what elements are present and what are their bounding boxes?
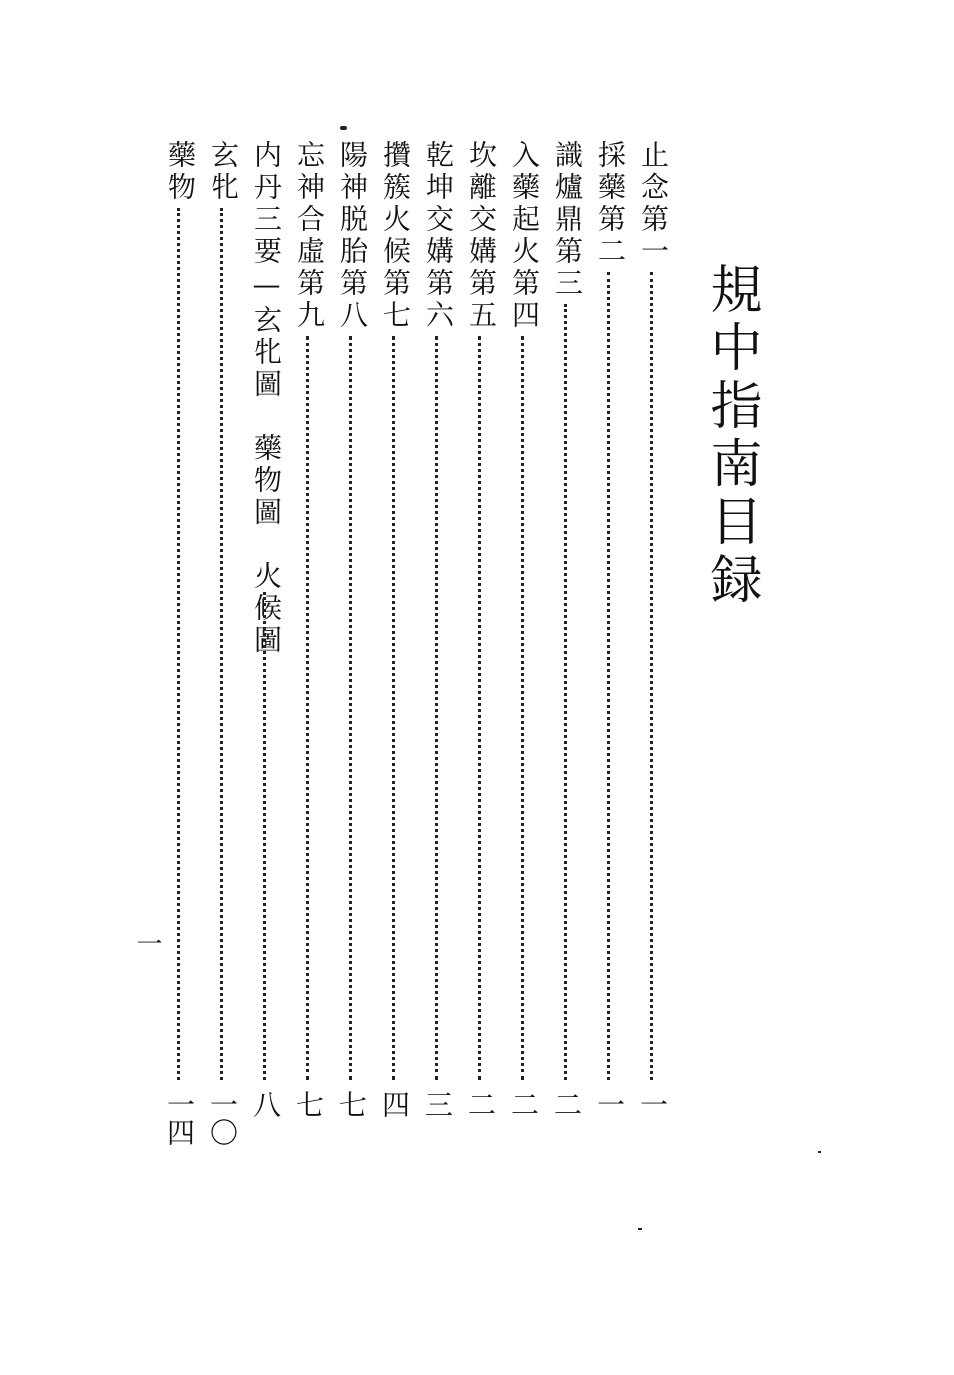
toc-entry-label: 陽神脱胎第八 bbox=[336, 140, 369, 332]
toc-entry-page: 四 bbox=[378, 1090, 411, 1118]
folio-number: 一 bbox=[132, 930, 162, 956]
dot-leader bbox=[177, 208, 180, 1080]
toc-entry-page: 七 bbox=[292, 1090, 325, 1118]
toc-entry-2 bbox=[592, 140, 628, 1140]
scan-speck bbox=[638, 1228, 642, 1230]
toc-entry-page: 一 bbox=[636, 1090, 669, 1118]
toc-entry-5 bbox=[463, 140, 499, 1140]
toc-entry-page: 三 bbox=[421, 1090, 454, 1118]
toc-entry-page: 七 bbox=[335, 1090, 368, 1118]
toc-entry-12 bbox=[162, 140, 198, 1146]
toc-entry-page: 二 bbox=[507, 1090, 540, 1118]
dot-leader bbox=[607, 272, 610, 1080]
toc-entry-6 bbox=[420, 140, 456, 1140]
scan-speck bbox=[818, 1151, 821, 1153]
toc-entry-page: 一〇 bbox=[206, 1090, 239, 1146]
toc-entry-page: 二 bbox=[550, 1090, 583, 1118]
dot-leader bbox=[435, 336, 438, 1080]
dot-leader bbox=[564, 304, 567, 1080]
toc-entry-page: 一四 bbox=[163, 1090, 196, 1146]
toc-entry-4 bbox=[506, 140, 542, 1140]
toc-entry-3 bbox=[549, 140, 585, 1140]
toc-entry-label: 識爐鼎第三 bbox=[551, 140, 584, 300]
toc-entry-1 bbox=[635, 140, 671, 1140]
dot-leader bbox=[220, 208, 223, 1080]
scan-speck bbox=[340, 126, 347, 130]
toc-entry-label: 忘神合虛第九 bbox=[293, 140, 326, 332]
toc-entry-7 bbox=[377, 140, 413, 1140]
toc-entry-label: 止念第一 bbox=[637, 140, 670, 268]
dot-leader bbox=[392, 336, 395, 1080]
toc-entry-page: 八 bbox=[249, 1090, 282, 1118]
dot-leader bbox=[263, 592, 266, 1080]
toc-entry-label: 乾坤交媾第六 bbox=[422, 140, 455, 332]
dot-leader bbox=[478, 336, 481, 1080]
toc-entry-label: 藥物 bbox=[164, 140, 197, 204]
toc-entry-label: 内丹三要—玄牝圖 藥物圖 火候圖 bbox=[250, 140, 283, 657]
toc-entry-label: 入藥起火第四 bbox=[508, 140, 541, 332]
dot-leader bbox=[650, 272, 653, 1080]
toc-entry-label: 採藥第二 bbox=[594, 140, 627, 268]
dot-leader bbox=[349, 336, 352, 1080]
dot-leader bbox=[306, 336, 309, 1080]
toc-entry-page: 二 bbox=[464, 1090, 497, 1118]
toc-entry-9 bbox=[291, 140, 327, 1140]
toc-entry-8 bbox=[334, 140, 370, 1140]
toc-entry-label: 坎離交媾第五 bbox=[465, 140, 498, 332]
toc-entry-11 bbox=[205, 140, 241, 1146]
page-title: 規中指南目録 bbox=[701, 262, 761, 610]
toc-entry-label: 攢簇火候第七 bbox=[379, 140, 412, 332]
toc-entry-10 bbox=[248, 140, 284, 1140]
toc-entry-page: 一 bbox=[593, 1090, 626, 1118]
dot-leader bbox=[521, 336, 524, 1080]
toc-entry-label: 玄牝 bbox=[207, 140, 240, 204]
